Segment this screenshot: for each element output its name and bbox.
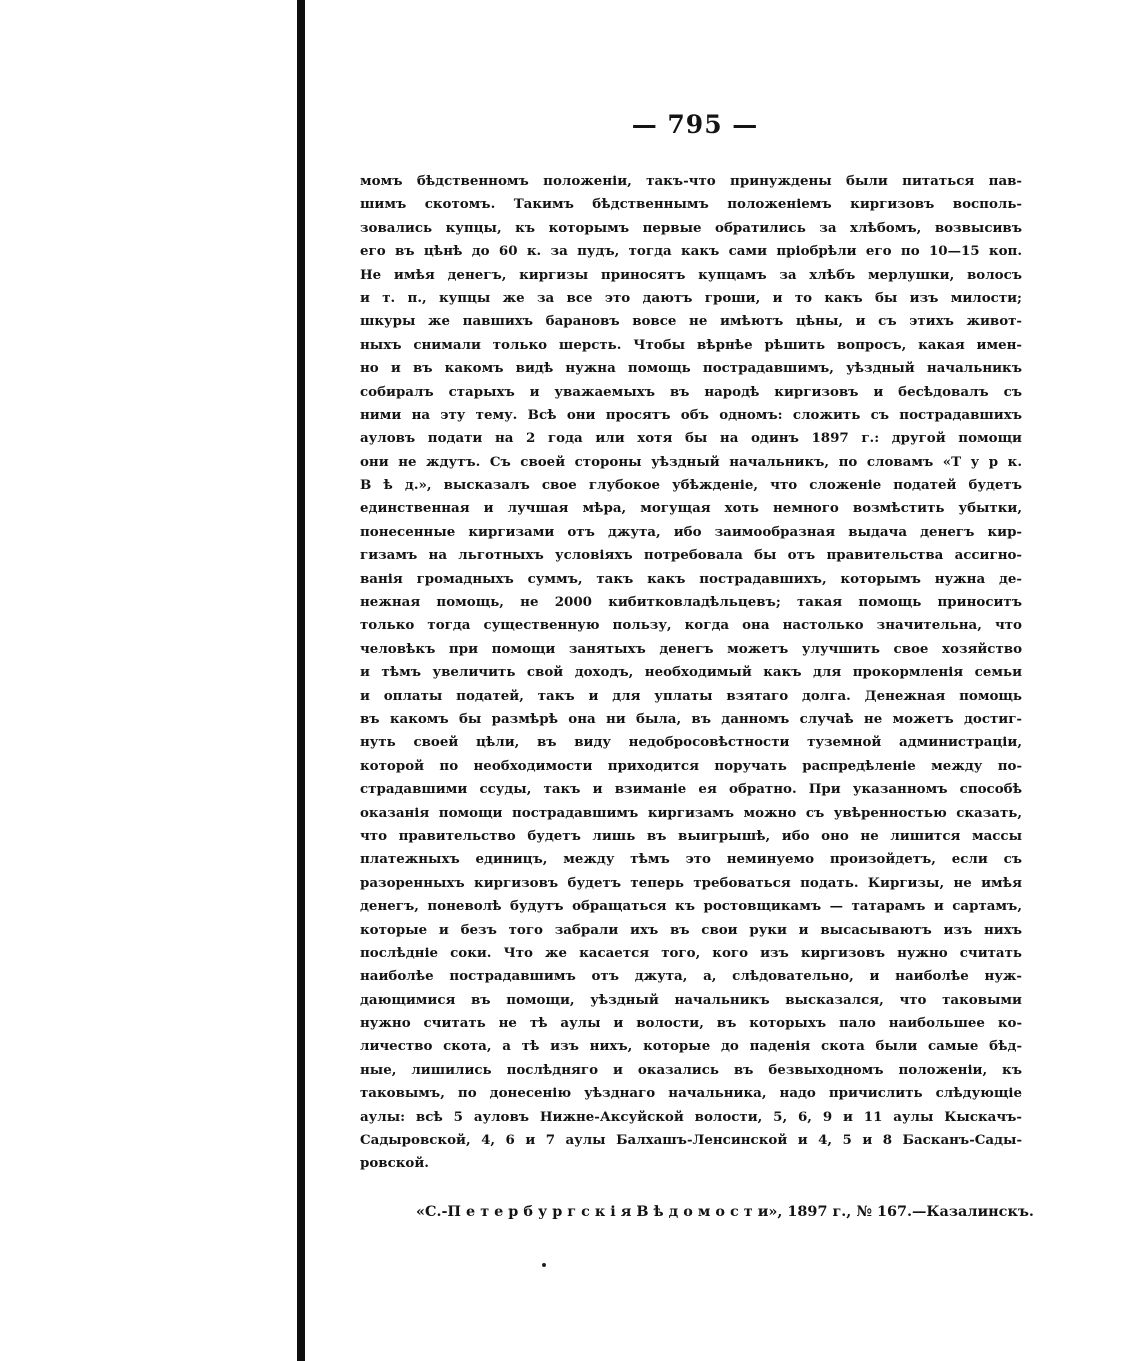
print-speck	[542, 1263, 546, 1267]
text-line: наиболѣе пострадавшимъ отъ джута, а, слѣдовательно, и наиболѣе нуж-	[360, 968, 1022, 985]
text-line: оказанія помощи пострадавшимъ киргизамъ можно съ увѣренностью сказать,	[360, 804, 1022, 821]
text-line: Садыровской, 4, 6 и 7 аулы Балхашъ-Ленсинской и 4, 5 и 8 Басканъ-Сады-	[360, 1132, 1022, 1149]
text-line: ванія громадныхъ суммъ, такъ какъ пострадавшихъ, которымъ нужна де-	[360, 570, 1022, 587]
text-line: зовались купцы, къ которымъ первые обратились за хлѣбомъ, возвысивъ	[360, 219, 1022, 236]
text-line: которые и безъ того забрали ихъ въ свои руки и высасываютъ изъ нихъ	[360, 921, 1022, 938]
text-line: они не ждутъ. Съ своей стороны уѣздный начальникъ, по словамъ «Т у р к.	[360, 453, 1022, 470]
page-binding-edge	[297, 0, 305, 1361]
text-line: гизамъ на льготныхъ условіяхъ потребовала бы отъ правительства ассигно-	[360, 547, 1022, 564]
page-number: — 795 —	[631, 110, 759, 139]
text-line: ауловъ подати на 2 года или хотя бы на одинъ 1897 г.: другой помощи	[360, 430, 1022, 447]
text-line: и оплаты податей, такъ и для уплаты взятаго долга. Денежная помощь	[360, 687, 1022, 704]
text-line: Не имѣя денегъ, киргизы приносятъ купцамъ за хлѣбъ мерлушки, волосъ	[360, 266, 1022, 283]
text-line: но и въ какомъ видѣ нужна помощь пострадавшимъ, уѣздный начальникъ	[360, 360, 1022, 377]
text-line: нужно считать не тѣ аулы и волости, въ которыхъ пало наибольшее ко-	[360, 1015, 1022, 1032]
text-line: человѣкъ при помощи занятыхъ денегъ можетъ улучшить свое хозяйство	[360, 640, 1022, 657]
text-line: и т. п., купцы же за все это даютъ гроши, и то какъ бы изъ милости;	[360, 289, 1022, 306]
text-line: которой по необходимости приходится поручать распредѣленіе между по-	[360, 757, 1022, 774]
text-line: понесенные киргизами отъ джута, ибо заимообразная выдача денегъ кир-	[360, 523, 1022, 540]
article-body	[360, 170, 1022, 1176]
text-line: собиралъ старыхъ и уважаемыхъ въ народѣ киргизовъ и бесѣдовалъ съ	[360, 383, 1022, 400]
text-line: нуть своей цѣли, въ виду недобросовѣстности туземной администраціи,	[360, 734, 1022, 751]
text-line: единственная и лучшая мѣра, могущая хоть немного возмѣстить убытки,	[360, 500, 1022, 517]
text-line: только тогда существенную пользу, когда она настолько значительна, что	[360, 617, 1022, 634]
text-line: шкуры же павшихъ барановъ вовсе не имѣютъ цѣны, и съ этихъ живот-	[360, 313, 1022, 330]
text-line: таковымъ, по донесенію уѣзднаго начальника, надо причислить слѣдующіе	[360, 1085, 1022, 1102]
text-line: личество скота, а тѣ изъ нихъ, которые до паденія скота были самые бѣд-	[360, 1038, 1022, 1055]
text-line: ные, лишились послѣдняго и оказались въ безвыходномъ положеніи, къ	[360, 1061, 1022, 1078]
text-line: его въ цѣнѣ до 60 к. за пудъ, тогда какъ сами пріобрѣли его по 10—15 коп.	[360, 243, 1022, 260]
source-citation: «С.-П е т е р б у р г с к і я В ѣ д о м о с т и», 1897 г., № 167.—Казалинскъ.	[416, 1203, 1034, 1220]
text-line: платежныхъ единицъ, между тѣмъ это неминуемо произойдетъ, если съ	[360, 851, 1022, 868]
text-line: шимъ скотомъ. Такимъ бѣдственнымъ положеніемъ киргизовъ восполь-	[360, 196, 1022, 213]
text-line: денегъ, поневолѣ будутъ обращаться къ ростовщикамъ — татарамъ и сартамъ,	[360, 898, 1022, 915]
text-line: разоренныхъ киргизовъ будетъ теперь требоваться подать. Киргизы, не имѣя	[360, 874, 1022, 891]
text-line: дающимися въ помощи, уѣздный начальникъ высказался, что таковыми	[360, 991, 1022, 1008]
text-line: нежная помощь, не 2000 кибитковладѣльцевъ; такая помощь приноситъ	[360, 594, 1022, 611]
text-line: послѣдніе соки. Что же касается того, кого изъ киргизовъ нужно считать	[360, 944, 1022, 961]
text-line: въ какомъ бы размѣрѣ она ни была, въ данномъ случаѣ не можетъ достиг-	[360, 710, 1022, 727]
text-line: страдавшими ссуды, такъ и взиманіе ея обратно. При указанномъ способѣ	[360, 781, 1022, 798]
text-line: ними на эту тему. Всѣ они просятъ объ одномъ: сложить съ пострадавшихъ	[360, 406, 1022, 423]
text-line: ныхъ снимали только шерсть. Чтобы вѣрнѣе рѣшить вопросъ, какая имен-	[360, 336, 1022, 353]
text-line: ровской.	[360, 1155, 429, 1172]
text-line: момъ бѣдственномъ положеніи, такъ-что принуждены были питаться пав-	[360, 173, 1022, 189]
text-line: что правительство будетъ лишь въ выигрышѣ, ибо оно не лишится массы	[360, 827, 1022, 844]
text-line: В ѣ д.», высказалъ свое глубокое убѣжденіе, что сложеніе податей будетъ	[360, 477, 1022, 494]
text-line: и тѣмъ увеличить свой доходъ, необходимый какъ для прокормленія семьи	[360, 664, 1022, 681]
text-line: аулы: всѣ 5 ауловъ Нижне-Аксуйской волости, 5, 6, 9 и 11 аулы Кыскачъ-	[360, 1108, 1022, 1125]
